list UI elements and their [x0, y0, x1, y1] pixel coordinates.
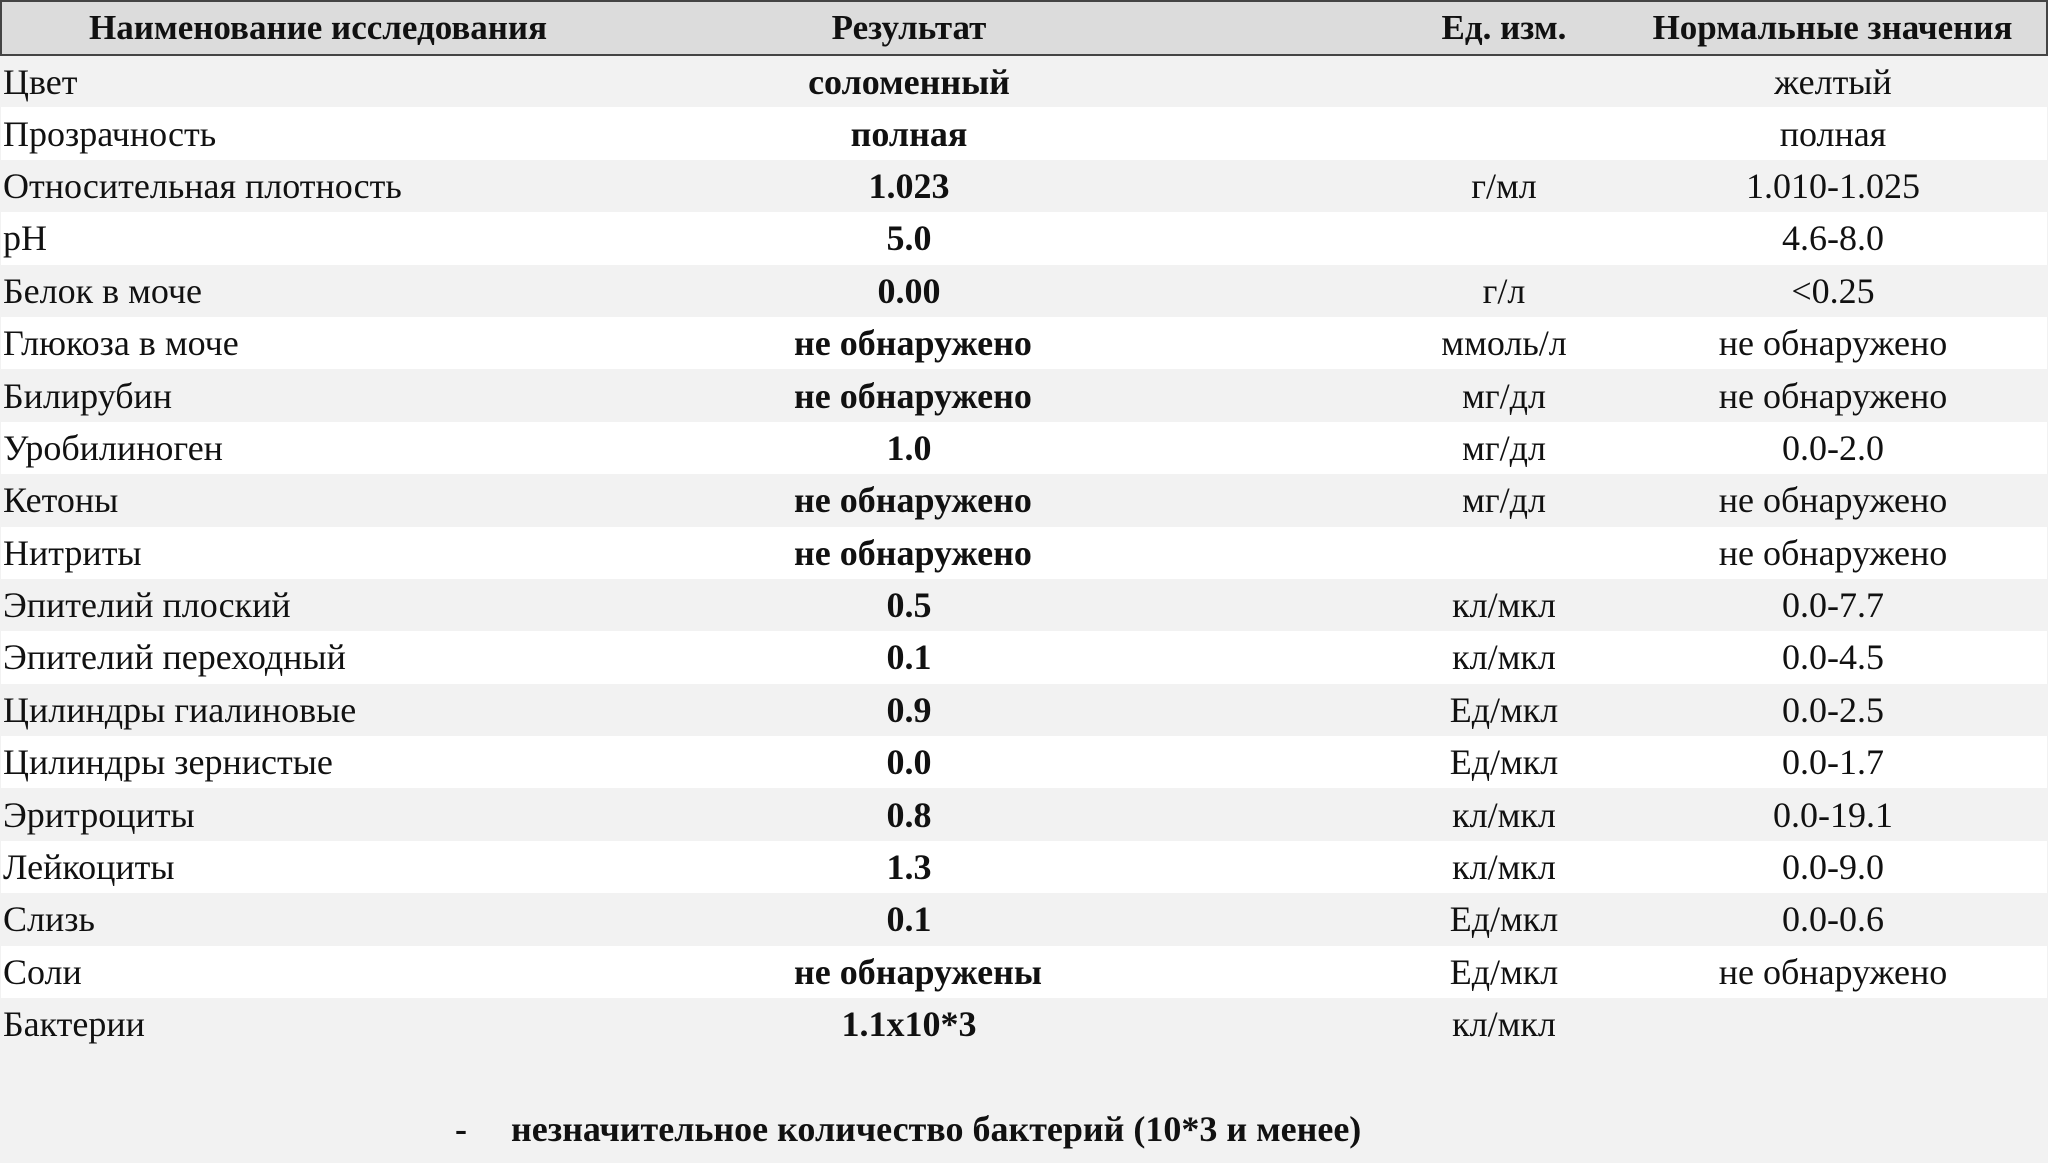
test-name-cell: Эпителий переходный	[3, 637, 346, 678]
result-cell: 1.3	[886, 847, 932, 888]
result-cell: 1.023	[868, 165, 950, 206]
normal-value-cell: не обнаружено	[1718, 532, 1948, 573]
unit-cell: кл/мкл	[1452, 847, 1556, 888]
table-row	[1, 631, 2047, 683]
test-name-cell: Нитриты	[3, 532, 142, 573]
test-name-cell: Цвет	[3, 61, 78, 102]
table-row	[1, 317, 2047, 369]
spacer-cell	[1024, 736, 1389, 788]
table-row	[1, 684, 2047, 736]
footnote-text: незначительное количество бактерий (10*3 и менее)	[511, 1109, 1362, 1149]
unit-cell: мг/дл	[1462, 375, 1546, 416]
test-name-cell: Соли	[3, 951, 82, 992]
table-row	[1, 160, 2047, 212]
normal-value-cell: <0.25	[1791, 270, 1875, 311]
result-cell: не обнаружено	[794, 375, 1032, 416]
table-row	[1, 579, 2047, 631]
spacer-cell	[1024, 422, 1389, 474]
table-row	[1, 107, 2047, 159]
unit-cell: Ед/мкл	[1449, 689, 1559, 730]
unit-cell: мг/дл	[1462, 427, 1546, 468]
spacer-cell	[1024, 55, 1389, 107]
unit-cell: кл/мкл	[1452, 1004, 1556, 1045]
spacer-cell	[1024, 212, 1389, 264]
test-name-cell: Лейкоциты	[3, 847, 175, 888]
test-name-cell: pH	[3, 218, 47, 259]
table-body	[1, 55, 2047, 1050]
result-cell: не обнаружены	[794, 951, 1042, 992]
table-row	[1, 527, 2047, 579]
test-name-cell: Относительная плотность	[3, 165, 402, 206]
test-name-cell: Глюкоза в моче	[3, 323, 239, 364]
normal-value-cell: 0.0-19.1	[1773, 794, 1893, 835]
header-test-name: Наименование исследования	[1, 1, 794, 55]
table-row	[1, 265, 2047, 317]
normal-value-cell: 0.0-9.0	[1782, 847, 1884, 888]
result-cell: 0.1	[886, 899, 932, 940]
result-cell: 0.5	[886, 585, 932, 626]
table-row	[1, 474, 2047, 526]
normal-value-cell: 0.0-2.5	[1782, 689, 1884, 730]
result-cell: 0.8	[886, 794, 932, 835]
normal-value-cell: 1.010-1.025	[1746, 165, 1920, 206]
table-row	[1, 369, 2047, 421]
test-name-cell: Уробилиноген	[3, 427, 223, 468]
footnote-bullet: -	[455, 1109, 467, 1149]
test-name-cell: Цилиндры гиалиновые	[3, 689, 357, 730]
test-name-cell: Прозрачность	[3, 113, 217, 154]
spacer-cell	[1024, 107, 1389, 159]
header-unit: Ед. изм.	[1389, 1, 1619, 55]
normal-value-cell: не обнаружено	[1718, 323, 1948, 364]
result-cell: не обнаружено	[794, 532, 1032, 573]
normal-value-cell	[1619, 998, 2047, 1050]
table-row	[1, 422, 2047, 474]
unit-cell	[1389, 212, 1619, 264]
spacer-cell	[1024, 527, 1389, 579]
unit-cell: мг/дл	[1462, 480, 1546, 521]
normal-value-cell: 0.0-2.0	[1782, 427, 1884, 468]
table-row	[1, 998, 2047, 1050]
spacer-cell	[1024, 998, 1389, 1050]
result-cell: 1.1x10*3	[841, 1004, 977, 1045]
header-spacer	[1024, 1, 1389, 55]
spacer-cell	[1024, 160, 1389, 212]
header-result: Результат	[794, 1, 1024, 55]
footnote	[455, 1108, 1361, 1150]
result-cell: не обнаружено	[794, 323, 1032, 364]
unit-cell: Ед/мкл	[1449, 951, 1559, 992]
unit-cell: г/мл	[1471, 165, 1537, 206]
test-name-cell: Бактерии	[3, 1004, 145, 1045]
unit-cell: Ед/мкл	[1449, 899, 1559, 940]
test-name-cell: Белок в моче	[3, 270, 203, 311]
spacer-cell	[1024, 946, 1389, 998]
result-cell: 5.0	[886, 218, 932, 259]
test-name-cell: Эпителий плоский	[3, 585, 291, 626]
table-row	[1, 788, 2047, 840]
result-cell: 0.0	[886, 742, 932, 783]
spacer-cell	[1024, 631, 1389, 683]
normal-value-cell: желтый	[1774, 61, 1892, 102]
unit-cell: кл/мкл	[1452, 585, 1556, 626]
unit-cell: кл/мкл	[1452, 637, 1556, 678]
spacer-cell	[1024, 893, 1389, 945]
test-name-cell: Билирубин	[3, 375, 173, 416]
unit-cell	[1389, 55, 1619, 107]
table-row	[1, 893, 2047, 945]
result-cell: полная	[850, 113, 968, 154]
unit-cell	[1389, 527, 1619, 579]
normal-value-cell: 0.0-7.7	[1782, 585, 1884, 626]
unit-cell: г/л	[1482, 270, 1526, 311]
result-cell: 0.1	[886, 637, 932, 678]
unit-cell: Ед/мкл	[1449, 742, 1559, 783]
header-row	[1, 1, 2047, 55]
spacer-cell	[1024, 265, 1389, 317]
test-name-cell: Слизь	[3, 899, 95, 940]
result-cell: не обнаружено	[794, 480, 1032, 521]
spacer-cell	[1024, 369, 1389, 421]
spacer-cell	[1024, 579, 1389, 631]
normal-value-cell: не обнаружено	[1718, 375, 1948, 416]
spacer-cell	[1024, 841, 1389, 893]
table-row	[1, 736, 2047, 788]
result-cell: соломенный	[808, 61, 1010, 102]
table-row	[1, 212, 2047, 264]
normal-value-cell: 0.0-4.5	[1782, 637, 1884, 678]
table-row	[1, 841, 2047, 893]
result-cell: 0.00	[877, 270, 941, 311]
spacer-cell	[1024, 474, 1389, 526]
normal-value-cell: не обнаружено	[1718, 480, 1948, 521]
normal-value-cell: 0.0-0.6	[1782, 899, 1884, 940]
unit-cell: ммоль/л	[1441, 323, 1567, 364]
normal-value-cell: полная	[1779, 113, 1887, 154]
normal-value-cell: не обнаружено	[1718, 951, 1948, 992]
test-name-cell: Цилиндры зернистые	[3, 742, 333, 783]
header-normal-values: Нормальные значения	[1619, 1, 2047, 55]
spacer-cell	[1024, 684, 1389, 736]
spacer-cell	[1024, 788, 1389, 840]
normal-value-cell: 0.0-1.7	[1782, 742, 1884, 783]
table-header	[1, 1, 2047, 55]
test-name-cell: Кетоны	[3, 480, 119, 521]
table-row	[1, 55, 2047, 107]
table-row	[1, 946, 2047, 998]
result-cell: 0.9	[886, 689, 932, 730]
result-cell: 1.0	[886, 427, 932, 468]
spacer-cell	[1024, 317, 1389, 369]
unit-cell: кл/мкл	[1452, 794, 1556, 835]
unit-cell	[1389, 107, 1619, 159]
normal-value-cell: 4.6-8.0	[1782, 218, 1884, 259]
test-name-cell: Эритроциты	[3, 794, 195, 835]
